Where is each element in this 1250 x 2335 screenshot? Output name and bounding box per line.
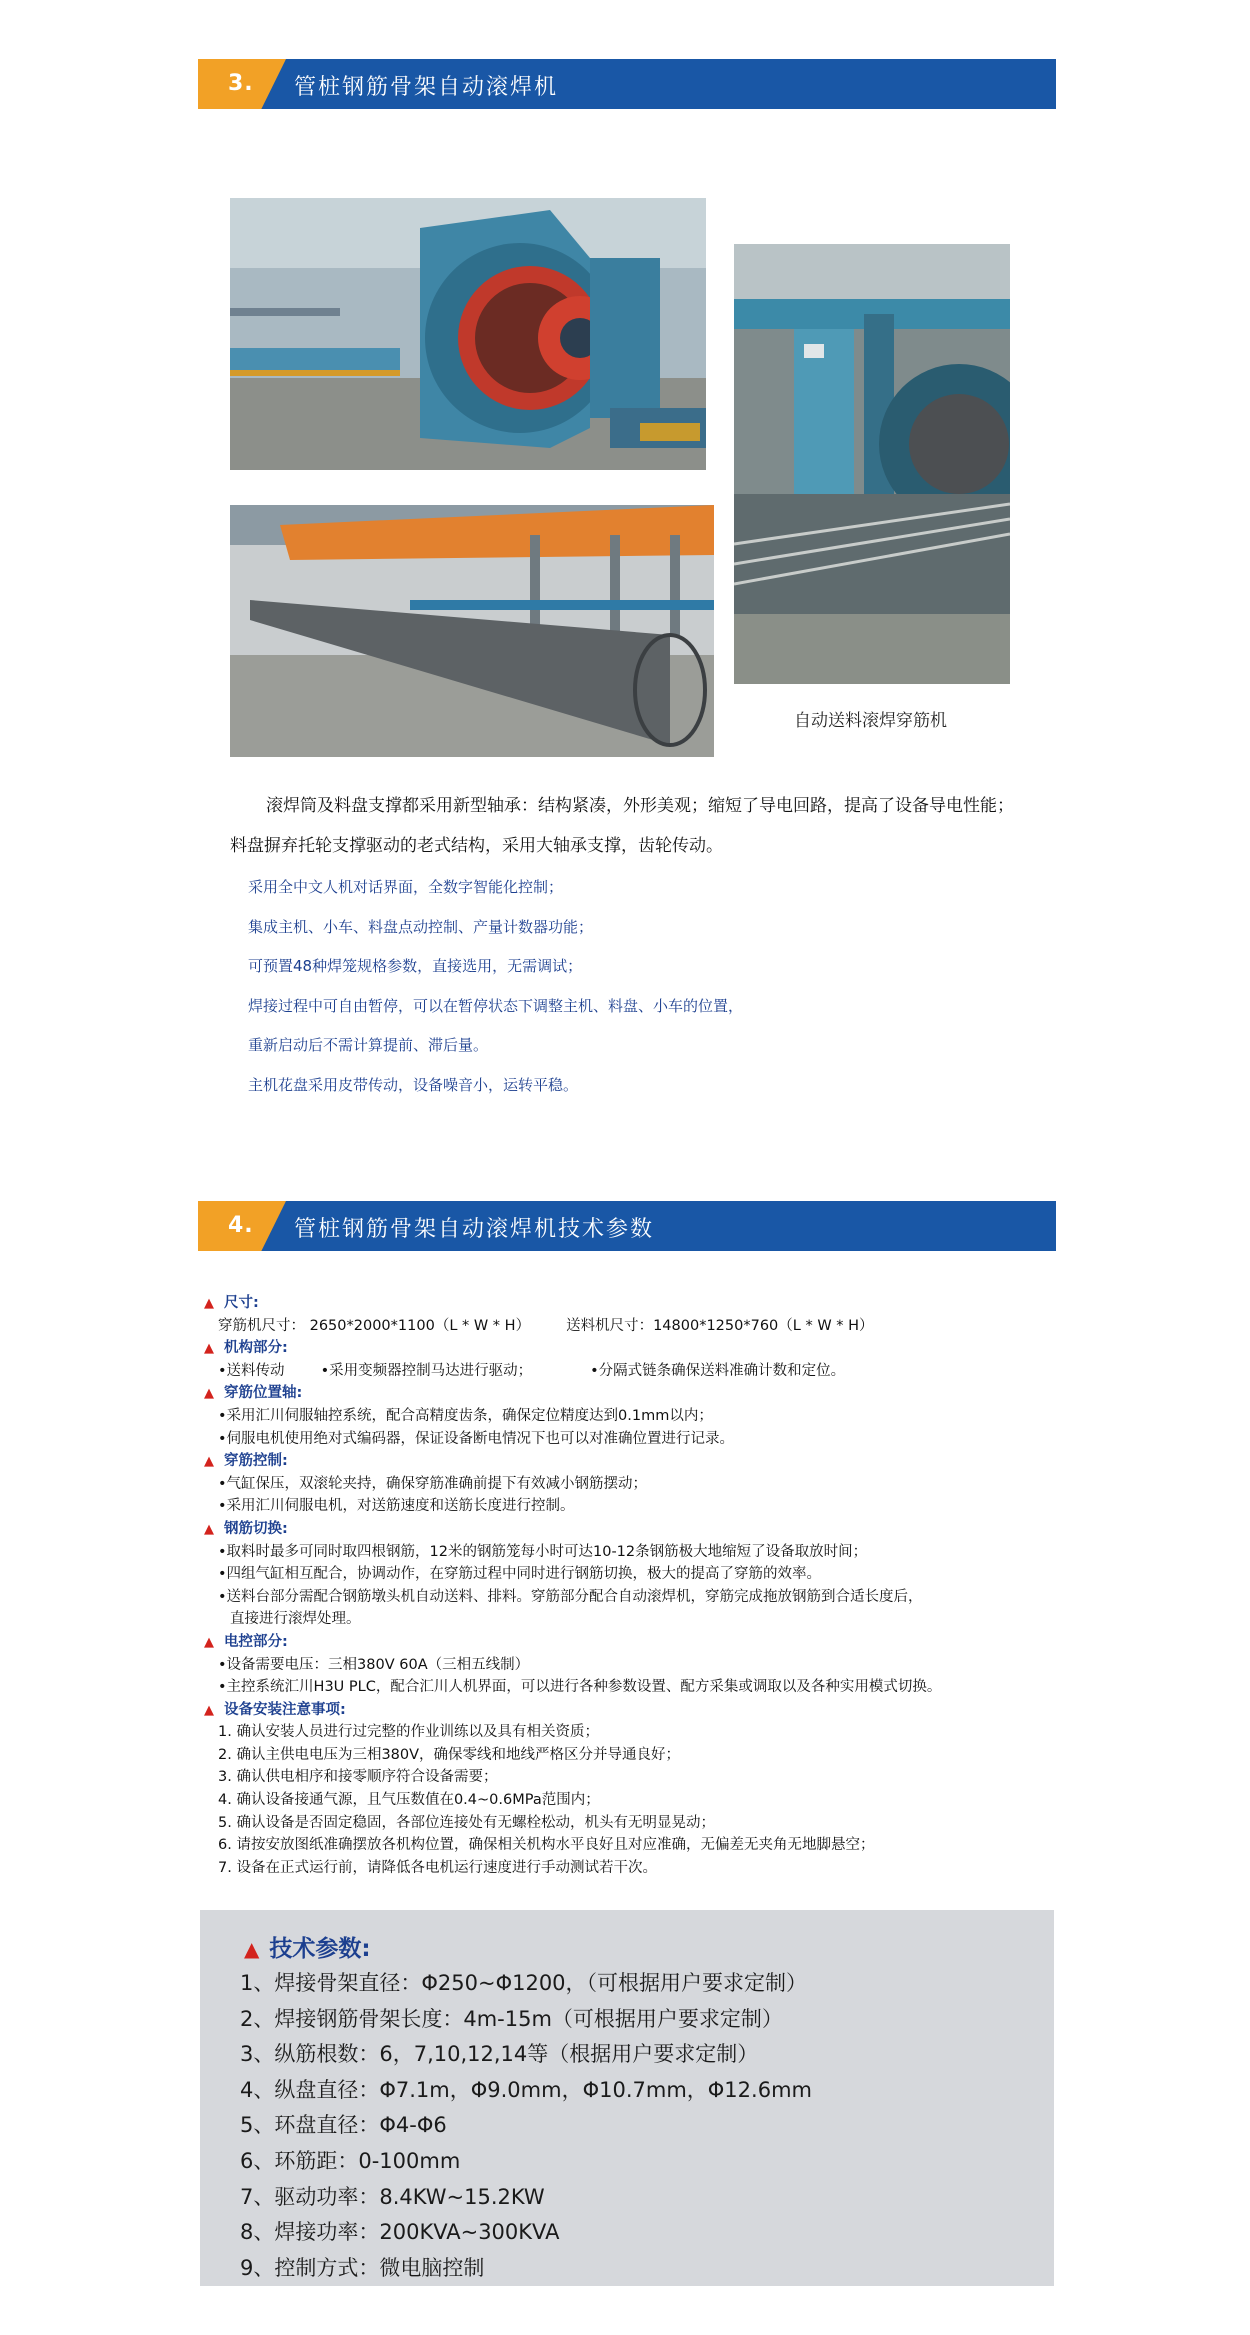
spec-line: •采用汇川伺服电机，对送筋速度和送筋长度进行控制。 xyxy=(218,1498,575,1515)
param-item: 6、环筋距：0-100mm xyxy=(240,2148,461,2173)
feature-item: 采用全中文人机对话界面，全数字智能化控制； xyxy=(248,878,564,896)
spec-line: •气缸保压，双滚轮夹持，确保穿筋准确前提下有效减小钢筋摆动； xyxy=(218,1475,648,1492)
section-title: 管桩钢筋骨架自动滚焊机技术参数 xyxy=(294,1217,655,1242)
feature-item: 主机花盘采用皮带传动，设备噪音小，运转平稳。 xyxy=(248,1075,579,1094)
install-item: 5. 确认设备是否固定稳固，各部位连接处有无螺栓松动，机头有无明显晃动； xyxy=(218,1814,715,1831)
install-item: 6. 请按安放图纸准确摆放各机构位置，确保相关机构水平良好且对应准确，无偏差无夹角无地脚悬空； xyxy=(218,1837,875,1854)
tech-params-heading: ▲ 技术参数: xyxy=(244,1936,371,1962)
spec-heading-size: ▲ 尺寸: xyxy=(204,1292,1074,1315)
feature-list xyxy=(248,868,743,1106)
spec-line: •伺服电机使用绝对式编码器，保证设备断电情况下也可以对准确位置进行记录。 xyxy=(218,1430,735,1447)
section-number: 3. xyxy=(228,71,254,96)
param-item: 3、纵筋根数：6，7,10,12,14等（根据用户要求定制） xyxy=(240,2042,759,2067)
intro-line-2: 料盘摒弃托轮支撑驱动的老式结构，采用大轴承支撑，齿轮传动。 xyxy=(230,836,723,856)
param-item: 1、焊接骨架直径：Φ250~Φ1200，（可根据用户要求定制） xyxy=(240,1971,808,1995)
section-number: 4. xyxy=(228,1213,254,1238)
feature-item: 集成主机、小车、料盘点动控制、产量计数器功能； xyxy=(248,917,594,936)
install-item: 7. 设备在正式运行前，请降低各电机运行速度进行手动测试若干次。 xyxy=(218,1859,657,1876)
param-item: 2、焊接钢筋骨架长度：4m-15m（可根据用户要求定制） xyxy=(240,2006,783,2031)
spec-heading-install: ▲ 设备安装注意事项: xyxy=(204,1699,1074,1722)
spec-line: •送料台部分需配合钢筋墩头机自动送料、排料。穿筋部分配合自动滚焊机，穿筋完成拖放钢筋到合适长度后， xyxy=(218,1588,923,1605)
install-item: 1. 确认安装人员进行过完整的作业训练以及具有相关资质； xyxy=(218,1724,599,1741)
install-item: 2. 确认主供电电压为三相380V，确保零线和地线严格区分并导通良好； xyxy=(218,1746,681,1763)
triangle-icon: ▲ xyxy=(204,1521,214,1537)
triangle-icon: ▲ xyxy=(204,1634,214,1650)
triangle-icon: ▲ xyxy=(204,1386,214,1402)
spec-heading-mech: ▲ 机构部分: xyxy=(204,1337,1074,1360)
spec-mech-row: •送料传动 •采用变频器控制马达进行驱动； •分隔式链条确保送料准确计数和定位。 xyxy=(218,1362,846,1379)
spec-line: •采用汇川伺服轴控系统，配合高精度齿条，确保定位精度达到0.1mm以内； xyxy=(218,1407,713,1424)
spec-heading-electric: ▲ 电控部分: xyxy=(204,1631,1074,1654)
spec-line: 直接进行滚焊处理。 xyxy=(230,1611,361,1628)
feature-item: 可预置48种焊笼规格参数，直接选用，无需调试； xyxy=(248,957,583,976)
param-item: 9、控制方式：微电脑控制 xyxy=(240,2255,485,2280)
triangle-icon: ▲ xyxy=(204,1454,214,1470)
machine-photo-threader xyxy=(734,244,1010,684)
param-item: 4、纵盘直径：Φ7.1m，Φ9.0mm，Φ10.7mm，Φ12.6mm xyxy=(240,2077,812,2102)
spec-line: •主控系统汇川H3U PLC，配合汇川人机界面，可以进行各种参数设置、配方采集或调取以及各种实用模式切换。 xyxy=(218,1679,942,1696)
spec-heading-thread: ▲ 穿筋控制: xyxy=(204,1450,1074,1473)
spec-line: •取料时最多可同时取四根钢筋，12米的钢筋笼每小时可达10-12条钢筋极大地缩短了设备取放时间； xyxy=(218,1543,868,1560)
triangle-icon: ▲ xyxy=(244,1937,260,1961)
intro-line-1: 滚焊筒及料盘支撑都采用新型轴承：结构紧凑，外形美观；缩短了导电回路，提高了设备导电性能； xyxy=(266,796,1014,816)
machine-photo-welder xyxy=(230,198,706,470)
install-item: 3. 确认供电相序和接零顺序符合设备需要； xyxy=(218,1769,498,1786)
feature-item: 焊接过程中可自由暂停，可以在暂停状态下调整主机、料盘、小车的位置， xyxy=(248,996,744,1015)
section-title: 管桩钢筋骨架自动滚焊机 xyxy=(294,75,559,100)
steel-cage-photo xyxy=(230,505,714,757)
param-item: 7、驱动功率：8.4KW~15.2KW xyxy=(240,2184,545,2209)
spec-heading-switch: ▲ 钢筋切换: xyxy=(204,1518,1074,1541)
tech-params-list xyxy=(240,1966,812,2286)
tech-params-panel xyxy=(200,1910,1054,2286)
triangle-icon: ▲ xyxy=(204,1341,214,1357)
param-item: 8、焊接功率：200KVA~300KVA xyxy=(240,2220,560,2245)
spec-size-row: 穿筋机尺寸： 2650*2000*1100（L * W * H） 送料机尺寸：14800*1250*760（L * W * H） xyxy=(218,1317,874,1334)
spec-block xyxy=(204,1292,1074,1879)
spec-line: •设备需要电压：三相380V 60A（三相五线制） xyxy=(218,1656,530,1673)
param-item: 5、环盘直径：Φ4-Φ6 xyxy=(240,2113,447,2138)
triangle-icon: ▲ xyxy=(204,1702,214,1718)
spec-heading-position: ▲ 穿筋位置轴: xyxy=(204,1382,1074,1405)
feature-item: 重新启动后不需计算提前、滞后量。 xyxy=(248,1036,489,1055)
spec-line: •四组气缸相互配合，协调动作，在穿筋过程中同时进行钢筋切换，极大的提高了穿筋的效率。 xyxy=(218,1566,822,1583)
intro-paragraph xyxy=(230,786,1050,866)
photo-caption: 自动送料滚焊穿筋机 xyxy=(794,711,947,731)
section-3-header xyxy=(198,59,1056,109)
triangle-icon: ▲ xyxy=(204,1296,214,1311)
install-item: 4. 确认设备接通气源，且气压数值在0.4~0.6MPa范围内； xyxy=(218,1792,600,1809)
section-4-header xyxy=(198,1201,1056,1251)
